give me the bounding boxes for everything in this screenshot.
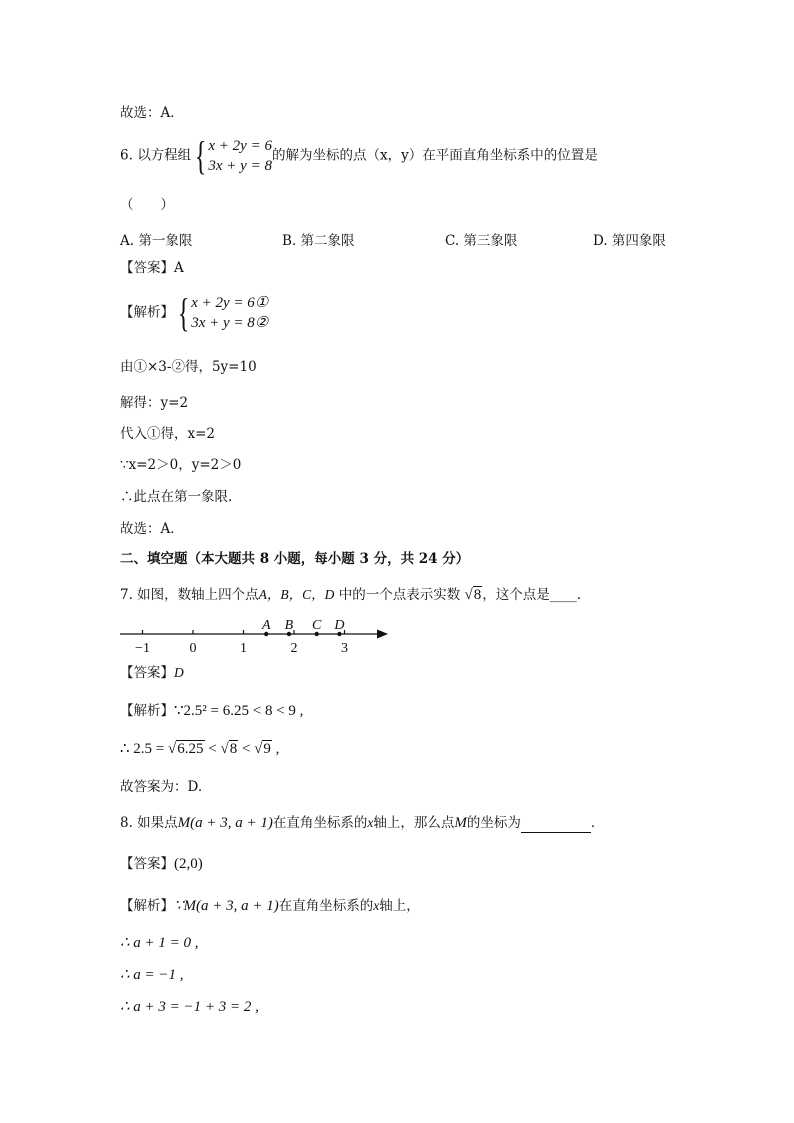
q6-conclusion: 故选：A． <box>120 521 184 537</box>
q7-stem-c: ，这个点是____. <box>482 587 582 603</box>
q6-analysis-system <box>191 293 268 333</box>
q8-analysis-2: ∴ a + 1 = 0 , <box>120 935 199 951</box>
q8-stem-c: 轴上，那么点 <box>373 815 455 831</box>
q6-paren: （ ） <box>120 197 174 213</box>
q6-step2: 解得：y=2 <box>120 395 189 411</box>
answer-blank[interactable] <box>521 814 591 833</box>
q7-conclusion: 故答案为：D. <box>120 779 203 795</box>
q6-step1: 由①×3-②得，5y=10 <box>120 359 257 375</box>
q7-answer <box>120 664 184 682</box>
sqrt-6-25: √6.25 <box>168 741 204 757</box>
q6-stem-prefix: 以方程组 <box>137 147 192 164</box>
q8-stem-end: ． <box>590 815 605 831</box>
q8-stem-b: 在直角坐标系的 <box>272 815 368 831</box>
q5-conclusion: 故选：A． <box>120 105 184 121</box>
q8-analysis-end: 轴上， <box>379 898 420 914</box>
q8-stem <box>120 814 604 833</box>
tick-label: 2 <box>290 641 298 656</box>
q8-answer-value: (2,0) <box>174 856 203 872</box>
q7-line2-prefix: ∴ 2.5 = <box>120 741 169 757</box>
q6-step3: 代入①得，x=2 <box>120 426 216 442</box>
sqrt-8: √8 <box>220 741 238 757</box>
q6-stem-suffix: 的解为坐标的点（x，y）在平面直角坐标系中的位置是 <box>271 147 598 164</box>
q6-option-d: D. 第四象限 <box>593 233 666 249</box>
q8-analysis-1 <box>120 897 420 915</box>
q7-stem-a: 7. 如图，数轴上四个点 <box>120 587 259 603</box>
q6-answer: 【答案】A <box>120 260 184 276</box>
q8-analysis-4: ∴ a + 3 = −1 + 3 = 2 , <box>120 999 259 1015</box>
arrow-head-icon <box>377 630 388 639</box>
q8-point-name: M <box>454 815 467 831</box>
point-d-label: D <box>334 618 345 633</box>
tick-label: 0 <box>189 641 197 656</box>
q8-analysis-3: ∴ a = −1 , <box>120 967 184 983</box>
q6-step5: ∴此点在第一象限. <box>120 489 233 505</box>
q7-analysis-2: ∴ 2.5 = √6.25 < √8 < √9 , <box>120 741 280 757</box>
q8-analysis-point: ∵M(a + 3, a + 1) <box>174 898 279 914</box>
q8-stem-a: 8. 如果点 <box>120 815 178 831</box>
q8-axis: x <box>367 815 374 830</box>
q7-analysis-line1: ∵2.5² = 6.25 < 8 < 9 , <box>174 703 304 719</box>
tick-label: 1 <box>240 641 247 656</box>
tick-label: 3 <box>341 641 348 656</box>
q6-eq1: x + 2y = 6 <box>208 138 272 154</box>
q7-analysis-label: 【解析】 <box>120 703 174 719</box>
q7-stem-b: 中的一个点表示实数 <box>338 587 461 603</box>
section-title: 二、填空题（本大题共 8 小题，每小题 3 分，共 24 分） <box>120 551 470 567</box>
q6-number: 6. <box>120 147 133 164</box>
q6-step4: ∵x=2＞0，y=2＞0 <box>120 457 242 473</box>
left-brace: { <box>177 290 190 335</box>
q6-eq2: 3x + y = 8 <box>208 158 272 174</box>
q8-point: M(a + 3, a + 1) <box>177 815 273 831</box>
q6-option-c: C. 第三象限 <box>445 233 518 249</box>
q7-sqrt: √8 <box>464 587 482 603</box>
q6-equation-system <box>208 136 272 176</box>
q6-analysis-label: 【解析】 <box>120 304 174 321</box>
left-brace: { <box>195 133 207 178</box>
q7-answer-label: 【答案】 <box>120 665 174 681</box>
point-c-label: C <box>312 618 322 633</box>
q6-analysis <box>120 290 269 335</box>
q6-stem <box>120 133 598 178</box>
q8-analysis-axis: x <box>373 898 380 913</box>
q7-radicand: 8 <box>473 587 482 603</box>
tick-label: −1 <box>135 641 150 656</box>
point-b-label: B <box>284 618 294 633</box>
q6-option-a: A. 第一象限 <box>120 233 193 249</box>
q7-answer-value: D <box>174 665 184 680</box>
q7-points-text: A，B，C，D <box>258 587 335 602</box>
q7-analysis-1 <box>120 702 303 720</box>
q7-stem <box>120 586 581 604</box>
q8-answer-label: 【答案】 <box>120 856 174 872</box>
point-a-label: A <box>261 618 271 633</box>
q6-analysis-eq2: 3x + y = 8② <box>191 315 269 331</box>
q8-analysis-label: 【解析】 <box>120 898 174 914</box>
sqrt-9: √9 <box>254 741 271 757</box>
number-line <box>118 614 398 658</box>
q8-answer <box>120 855 203 873</box>
q6-analysis-eq1: x + 2y = 6① <box>191 295 269 311</box>
q8-analysis-text: 在直角坐标系的 <box>278 898 374 914</box>
q8-stem-d: 的坐标为 <box>466 815 521 831</box>
q6-option-b: B. 第二象限 <box>282 233 355 249</box>
